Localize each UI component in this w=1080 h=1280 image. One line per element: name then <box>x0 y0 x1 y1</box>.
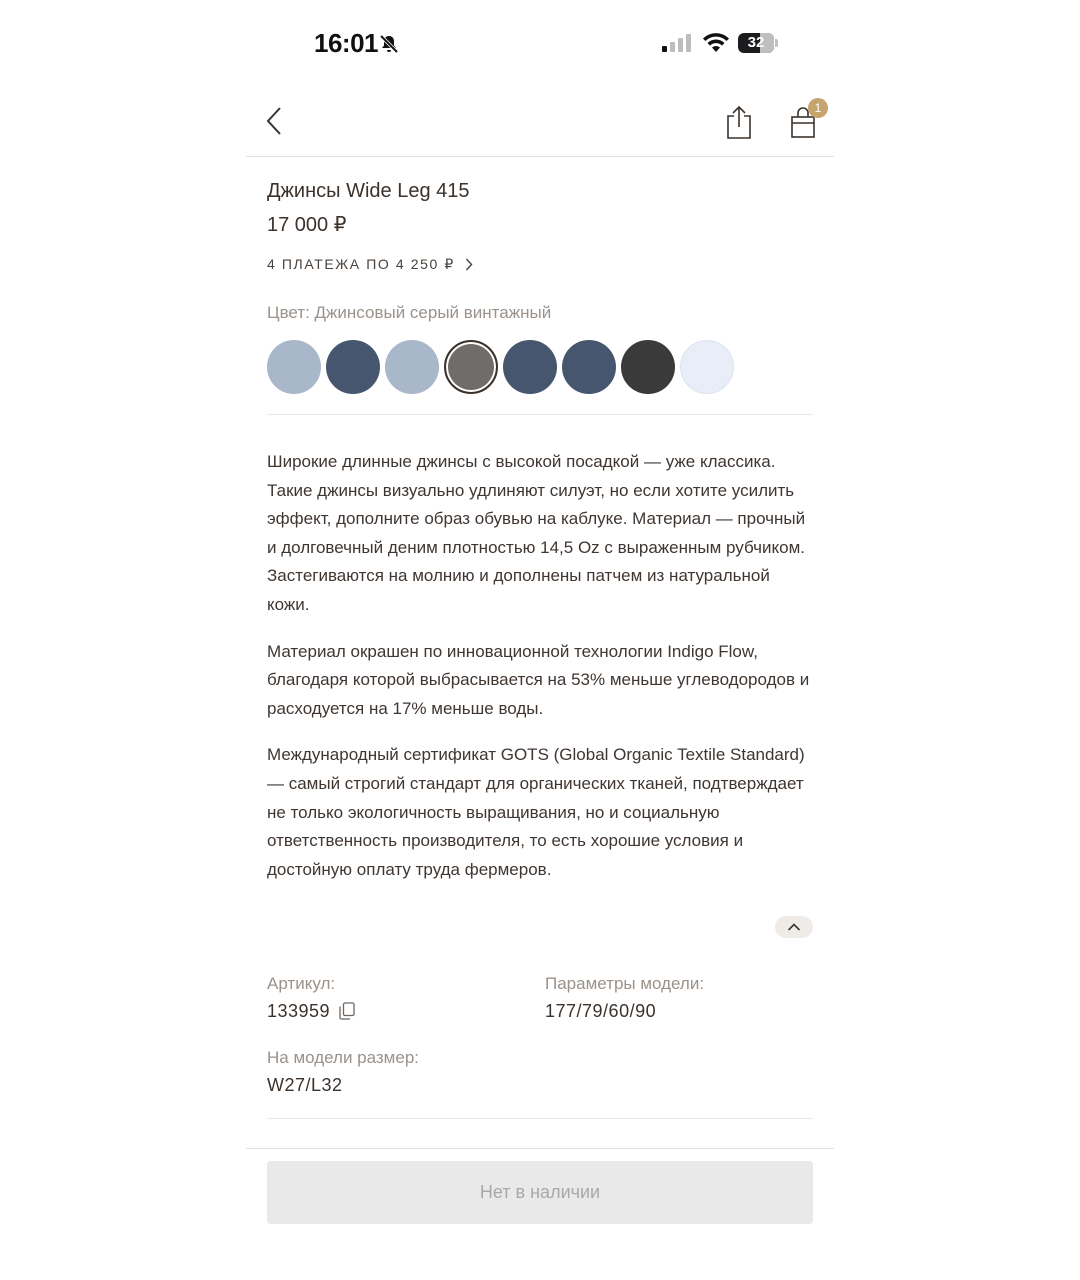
collapse-description-button[interactable] <box>775 916 813 938</box>
chevron-up-icon <box>787 922 801 932</box>
model-params-value: 177/79/60/90 <box>545 1001 657 1021</box>
installments-label: 4 ПЛАТЕЖА ПО 4 250 ₽ <box>267 256 455 272</box>
signal-icon <box>662 34 692 52</box>
model-params-label: Параметры модели: <box>545 974 705 993</box>
color-swatch[interactable] <box>385 340 439 394</box>
wifi-icon <box>702 32 730 54</box>
color-swatch[interactable] <box>444 340 498 394</box>
model-size-label: На модели размер: <box>267 1048 420 1067</box>
color-label: Цвет: Джинсовый серый винтажный <box>267 303 552 322</box>
out-of-stock-button[interactable]: Нет в наличии <box>267 1161 813 1224</box>
color-swatches <box>267 340 734 394</box>
color-swatch[interactable] <box>562 340 616 394</box>
status-time: 16:01 <box>314 28 378 58</box>
divider <box>267 1118 813 1119</box>
chevron-right-icon <box>465 258 473 271</box>
description-paragraph: Материал окрашен по инновационной технологии Indigo Flow, благодаря которой выбрасывается на 53% меньше углеводородов и расходуется на 17% меньше воды. <box>267 641 810 718</box>
installments-link[interactable] <box>267 256 473 273</box>
description-paragraph: Широкие длинные джинсы с высокой посадкой — уже классика. Такие джинсы визуально удлиняют силуэт, но если хотите усилить эффект, дополните образ обувью на каблуке. Материал — прочный и долговечный деним плотностью 14,5 Oz с выраженным рубчиком. Застегиваются на молнию и дополнены патчем из натуральной кожи. <box>267 452 806 614</box>
divider <box>267 414 813 415</box>
color-swatch[interactable] <box>326 340 380 394</box>
footer-divider <box>246 1148 834 1149</box>
color-swatch[interactable] <box>680 340 734 394</box>
product-description <box>267 448 817 902</box>
battery-level: 32 <box>747 34 765 51</box>
article-value: 133959 <box>267 1001 331 1021</box>
bell-off-icon <box>378 33 400 55</box>
cart-count-badge: 1 <box>808 98 828 118</box>
battery-icon <box>738 33 780 53</box>
article-label: Артикул: <box>267 974 336 993</box>
color-swatch[interactable] <box>503 340 557 394</box>
color-swatch[interactable] <box>621 340 675 394</box>
product-price: 17 000 ₽ <box>267 214 347 236</box>
model-size-value: W27/L32 <box>267 1075 343 1095</box>
product-title: Джинсы Wide Leg 415 <box>267 180 470 202</box>
chevron-left-icon[interactable] <box>262 104 288 138</box>
header-divider <box>246 156 834 157</box>
description-paragraph: Международный сертификат GOTS (Global Organic Textile Standard) — самый строгий стандарт для органических тканей, подтверждает не только экологичность выращивания, но и социальную ответственность производителя, то есть хорошие условия и достойную оплату труда фермеров. <box>267 745 805 879</box>
share-icon[interactable] <box>724 104 754 140</box>
color-swatch[interactable] <box>267 340 321 394</box>
copy-icon[interactable] <box>339 1002 355 1020</box>
